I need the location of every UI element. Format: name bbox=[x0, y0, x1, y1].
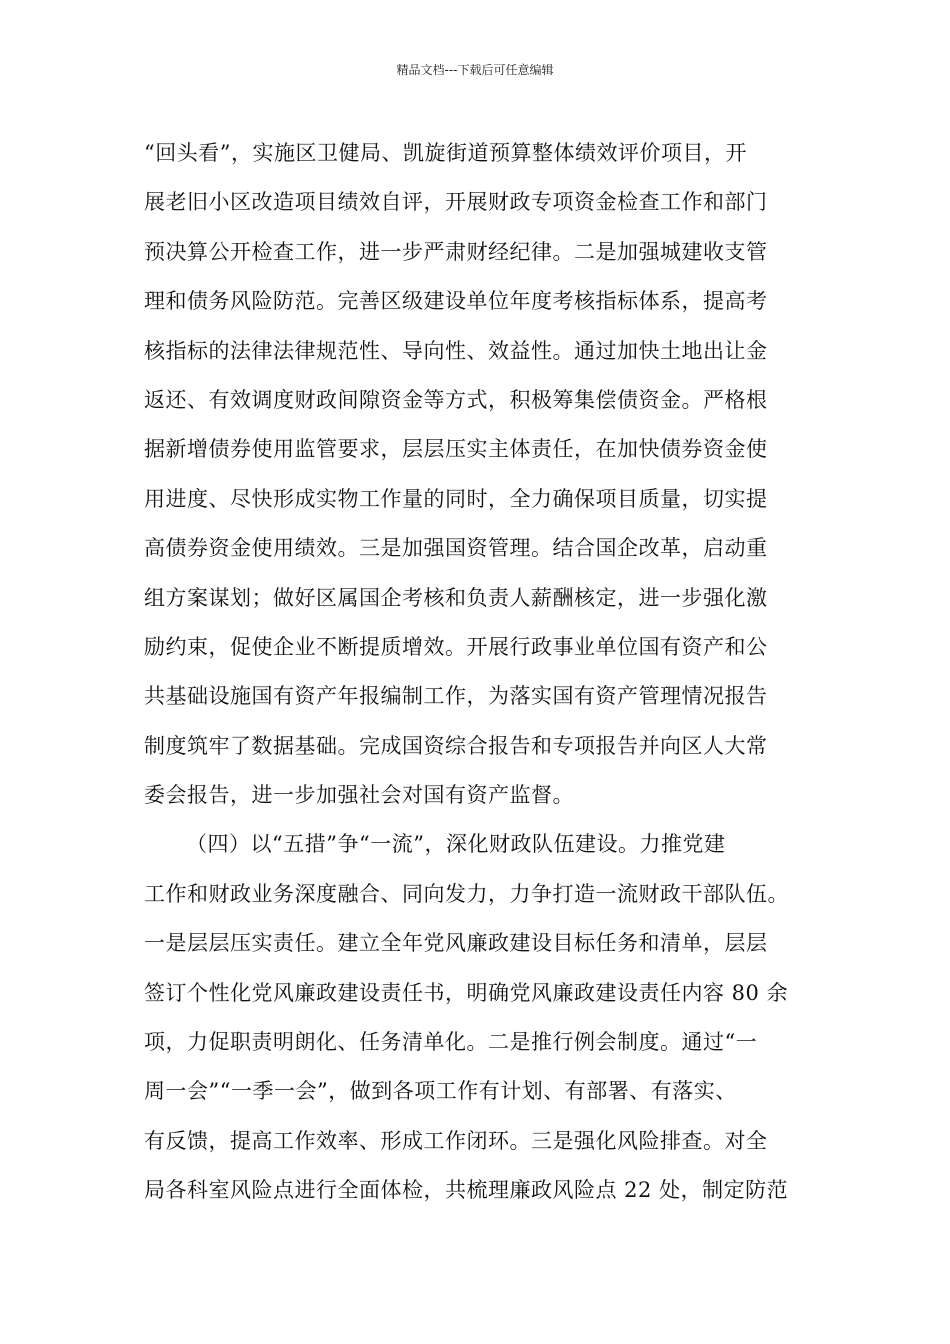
text-line: 预决算公开检查工作，进一步严肃财经纪律。二是加强城建收支管 bbox=[144, 239, 768, 264]
text-line: 理和债务风险防范。完善区级建设单位年度考核指标体系，提高考 bbox=[144, 289, 768, 314]
text-line: 核指标的法律法律规范性、导向性、效益性。通过加快土地出让金 bbox=[144, 338, 768, 363]
body-text bbox=[144, 129, 806, 1216]
text-line: 局各科室风险点进行全面体检，共梳理廉政风险点 22 处，制定防范 bbox=[144, 1178, 789, 1203]
text-line: 一是层层压实责任。建立全年党风廉政建设目标任务和清单，层层 bbox=[144, 931, 768, 956]
text-line: 项，力促职责明朗化、任务清单化。二是推行例会制度。通过“一 bbox=[144, 1030, 758, 1055]
text-line: 展老旧小区改造项目绩效自评，开展财政专项资金检查工作和部门 bbox=[144, 190, 768, 215]
text-line: 励约束，促使企业不断提质增效。开展行政事业单位国有资产和公 bbox=[144, 634, 768, 659]
text-line: “回头看”，实施区卫健局、凯旋街道预算整体绩效评价项目，开 bbox=[144, 141, 747, 165]
paragraph-start-line: （四）以“五措”争“一流”，深化财政队伍建设。力推党建 bbox=[186, 832, 726, 857]
text-line: 用进度、尽快形成实物工作量的同时，全力确保项目质量，切实提 bbox=[144, 486, 768, 511]
text-line: 返还、有效调度财政间隙资金等方式，积极筹集偿债资金。严格根 bbox=[144, 387, 768, 412]
text-line: 委会报告，进一步加强社会对国有资产监督。 bbox=[144, 783, 574, 808]
text-line: 工作和财政业务深度融合、同向发力，力争打造一流财政干部队伍。 bbox=[144, 881, 789, 906]
text-line: 共基础设施国有资产年报编制工作，为落实国有资产管理情况报告 bbox=[144, 684, 768, 709]
text-line: 制度筑牢了数据基础。完成国资综合报告和专项报告并向区人大常 bbox=[144, 733, 768, 758]
text-line: 据新增债券使用监管要求，层层压实主体责任，在加快债券资金使 bbox=[144, 437, 768, 462]
text-line: 周一会”“一季一会”，做到各项工作有计划、有部署、有落实、 bbox=[144, 1079, 737, 1104]
text-line: 组方案谋划；做好区属国企考核和负责人薪酬核定，进一步强化激 bbox=[144, 585, 768, 610]
page-header: 精品文档---下载后可任意编辑 bbox=[396, 63, 554, 77]
text-line: 签订个性化党风廉政建设责任书，明确党风廉政建设责任内容 80 余 bbox=[144, 980, 789, 1005]
text-line: 有反馈，提高工作效率、形成工作闭环。三是强化风险排查。对全 bbox=[144, 1128, 768, 1153]
text-line: 高债券资金使用绩效。三是加强国资管理。结合国企改革，启动重 bbox=[144, 536, 768, 561]
